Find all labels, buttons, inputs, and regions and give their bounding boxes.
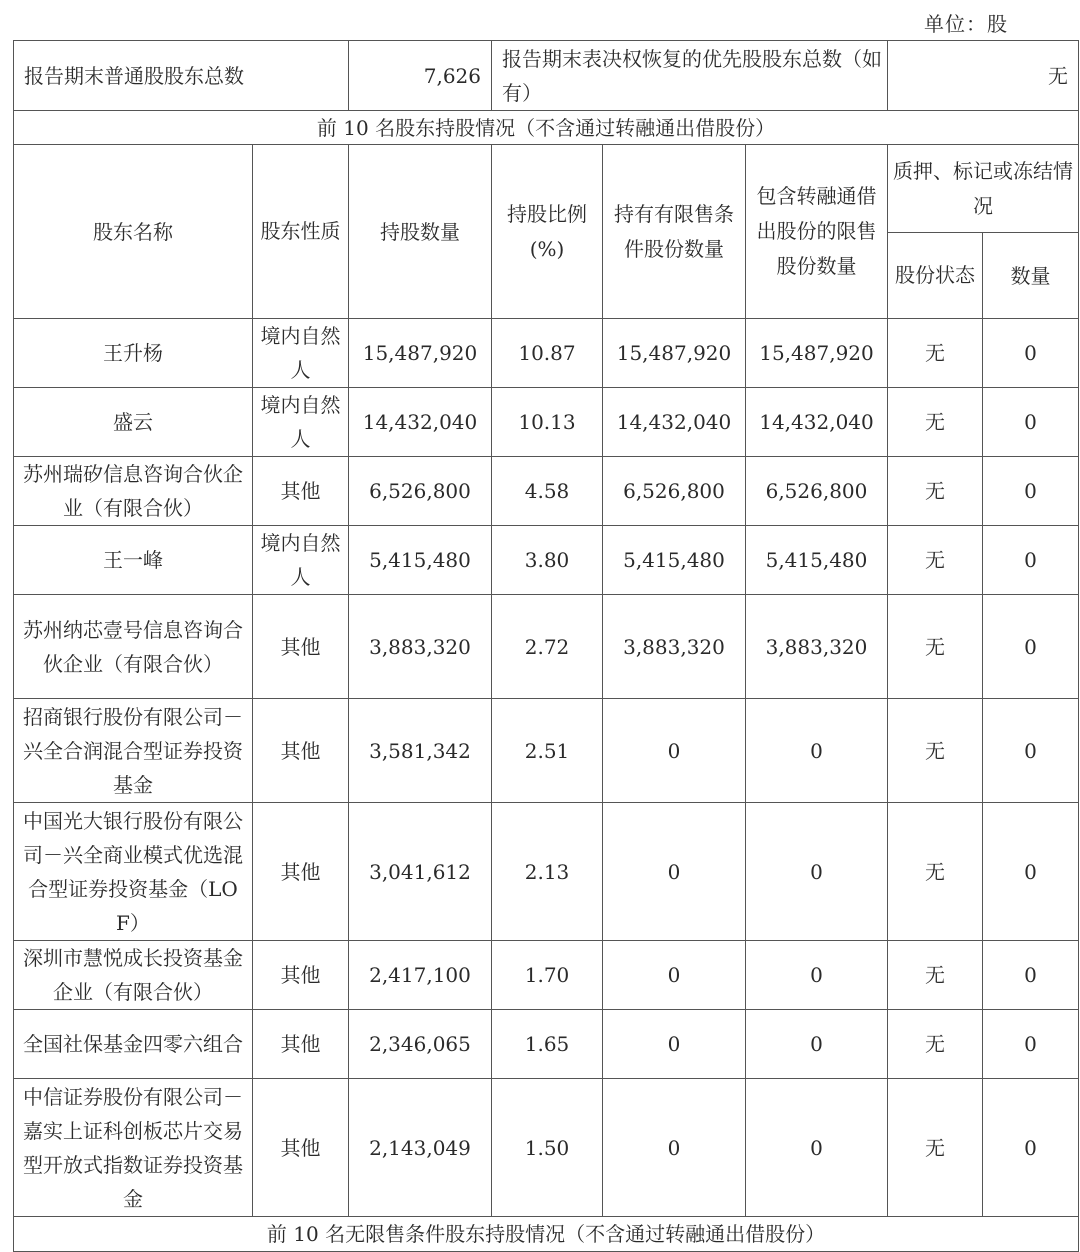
- holder-restricted: 5,415,480: [603, 526, 746, 595]
- holder-shares: 14,432,040: [349, 388, 492, 457]
- pledge-status: 无: [888, 803, 983, 941]
- holder-nature: 其他: [253, 941, 349, 1010]
- common-holders-label: 报告期末普通股股东总数: [14, 41, 349, 111]
- holder-ratio: 10.87: [492, 319, 603, 388]
- holder-shares: 5,415,480: [349, 526, 492, 595]
- holder-ratio: 4.58: [492, 457, 603, 526]
- header-pledge-status: 股份状态: [888, 233, 983, 319]
- holder-nature: 其他: [253, 803, 349, 941]
- holder-restricted: 14,432,040: [603, 388, 746, 457]
- holder-ratio: 1.70: [492, 941, 603, 1010]
- holder-lent-restricted: 0: [746, 1010, 888, 1079]
- table-row: [14, 941, 1079, 1010]
- holder-lent-restricted: 0: [746, 1079, 888, 1217]
- holder-shares: 6,526,800: [349, 457, 492, 526]
- holder-name: 王升杨: [14, 319, 253, 388]
- holder-shares: 15,487,920: [349, 319, 492, 388]
- holder-ratio: 1.65: [492, 1010, 603, 1079]
- holder-nature: 境内自然人: [253, 526, 349, 595]
- preferred-holders-label: 报告期末表决权恢复的优先股股东总数（如有）: [492, 41, 888, 111]
- pledge-qty: 0: [983, 699, 1079, 803]
- holder-shares: 2,417,100: [349, 941, 492, 1010]
- header-row: [14, 145, 1079, 233]
- pledge-status: 无: [888, 457, 983, 526]
- header-pledge: 质押、标记或冻结情况: [888, 145, 1079, 233]
- pledge-status: 无: [888, 1010, 983, 1079]
- holder-restricted: 0: [603, 699, 746, 803]
- holder-ratio: 2.13: [492, 803, 603, 941]
- holder-nature: 其他: [253, 595, 349, 699]
- unit-label: 单位：股: [924, 12, 1008, 36]
- header-nature: 股东性质: [253, 145, 349, 319]
- header-shares: 持股数量: [349, 145, 492, 319]
- holder-nature: 境内自然人: [253, 388, 349, 457]
- pledge-status: 无: [888, 1079, 983, 1217]
- holder-lent-restricted: 6,526,800: [746, 457, 888, 526]
- holder-restricted: 0: [603, 941, 746, 1010]
- pledge-qty: 0: [983, 319, 1079, 388]
- holder-ratio: 2.72: [492, 595, 603, 699]
- header-lent-restricted: 包含转融通借出股份的限售股份数量: [746, 145, 888, 319]
- pledge-qty: 0: [983, 803, 1079, 941]
- table-row: [14, 595, 1079, 699]
- holder-restricted: 6,526,800: [603, 457, 746, 526]
- holder-nature: 其他: [253, 1079, 349, 1217]
- holder-name: 盛云: [14, 388, 253, 457]
- table-row: [14, 526, 1079, 595]
- holder-restricted: 0: [603, 803, 746, 941]
- holder-name: 深圳市慧悦成长投资基金企业（有限合伙）: [14, 941, 253, 1010]
- holder-name: 中信证券股份有限公司－嘉实上证科创板芯片交易型开放式指数证券投资基金: [14, 1079, 253, 1217]
- holder-restricted: 0: [603, 1079, 746, 1217]
- holder-name: 苏州纳芯壹号信息咨询合伙企业（有限合伙）: [14, 595, 253, 699]
- header-name: 股东名称: [14, 145, 253, 319]
- holder-name: 苏州瑞矽信息咨询合伙企业（有限合伙）: [14, 457, 253, 526]
- holder-lent-restricted: 3,883,320: [746, 595, 888, 699]
- holder-restricted: 15,487,920: [603, 319, 746, 388]
- pledge-status: 无: [888, 388, 983, 457]
- holder-nature: 其他: [253, 457, 349, 526]
- pledge-status: 无: [888, 319, 983, 388]
- holder-lent-restricted: 0: [746, 803, 888, 941]
- holder-lent-restricted: 0: [746, 699, 888, 803]
- pledge-status: 无: [888, 526, 983, 595]
- pledge-status: 无: [888, 699, 983, 803]
- pledge-qty: 0: [983, 1079, 1079, 1217]
- shareholder-table: [13, 40, 1079, 1252]
- header-pledge-qty: 数量: [983, 233, 1079, 319]
- holder-lent-restricted: 14,432,040: [746, 388, 888, 457]
- pledge-qty: 0: [983, 941, 1079, 1010]
- header-ratio: 持股比例(%): [492, 145, 603, 319]
- pledge-status: 无: [888, 595, 983, 699]
- pledge-qty: 0: [983, 526, 1079, 595]
- holder-lent-restricted: 15,487,920: [746, 319, 888, 388]
- table-row: [14, 803, 1079, 941]
- common-holders-value: 7,626: [349, 41, 492, 111]
- table-row: [14, 1079, 1079, 1217]
- holder-nature: 境内自然人: [253, 319, 349, 388]
- holder-lent-restricted: 5,415,480: [746, 526, 888, 595]
- table-row: [14, 699, 1079, 803]
- preferred-holders-value: 无: [888, 41, 1079, 111]
- holder-nature: 其他: [253, 1010, 349, 1079]
- holder-name: 招商银行股份有限公司－兴全合润混合型证券投资基金: [14, 699, 253, 803]
- footer-section-title: 前 10 名无限售条件股东持股情况（不含通过转融通出借股份）: [14, 1217, 1079, 1252]
- footer-section-row: [14, 1217, 1079, 1252]
- table-row: [14, 457, 1079, 526]
- holder-shares: 2,143,049: [349, 1079, 492, 1217]
- holder-ratio: 2.51: [492, 699, 603, 803]
- pledge-qty: 0: [983, 595, 1079, 699]
- pledge-status: 无: [888, 941, 983, 1010]
- holder-ratio: 1.50: [492, 1079, 603, 1217]
- holder-ratio: 10.13: [492, 388, 603, 457]
- holder-shares: 2,346,065: [349, 1010, 492, 1079]
- section-title: 前 10 名股东持股情况（不含通过转融通出借股份）: [14, 111, 1079, 145]
- table-row: [14, 1010, 1079, 1079]
- holder-shares: 3,581,342: [349, 699, 492, 803]
- pledge-qty: 0: [983, 1010, 1079, 1079]
- pledge-qty: 0: [983, 388, 1079, 457]
- holder-restricted: 0: [603, 1010, 746, 1079]
- holder-nature: 其他: [253, 699, 349, 803]
- holder-shares: 3,883,320: [349, 595, 492, 699]
- holder-name: 中国光大银行股份有限公司－兴全商业模式优选混合型证券投资基金（LOF）: [14, 803, 253, 941]
- holder-lent-restricted: 0: [746, 941, 888, 1010]
- holder-name: 全国社保基金四零六组合: [14, 1010, 253, 1079]
- section-title-row: [14, 111, 1079, 145]
- holder-ratio: 3.80: [492, 526, 603, 595]
- table-row: [14, 319, 1079, 388]
- header-restricted: 持有有限售条件股份数量: [603, 145, 746, 319]
- table-row: [14, 388, 1079, 457]
- pledge-qty: 0: [983, 457, 1079, 526]
- holder-restricted: 3,883,320: [603, 595, 746, 699]
- holder-name: 王一峰: [14, 526, 253, 595]
- summary-row: [14, 41, 1079, 111]
- holder-shares: 3,041,612: [349, 803, 492, 941]
